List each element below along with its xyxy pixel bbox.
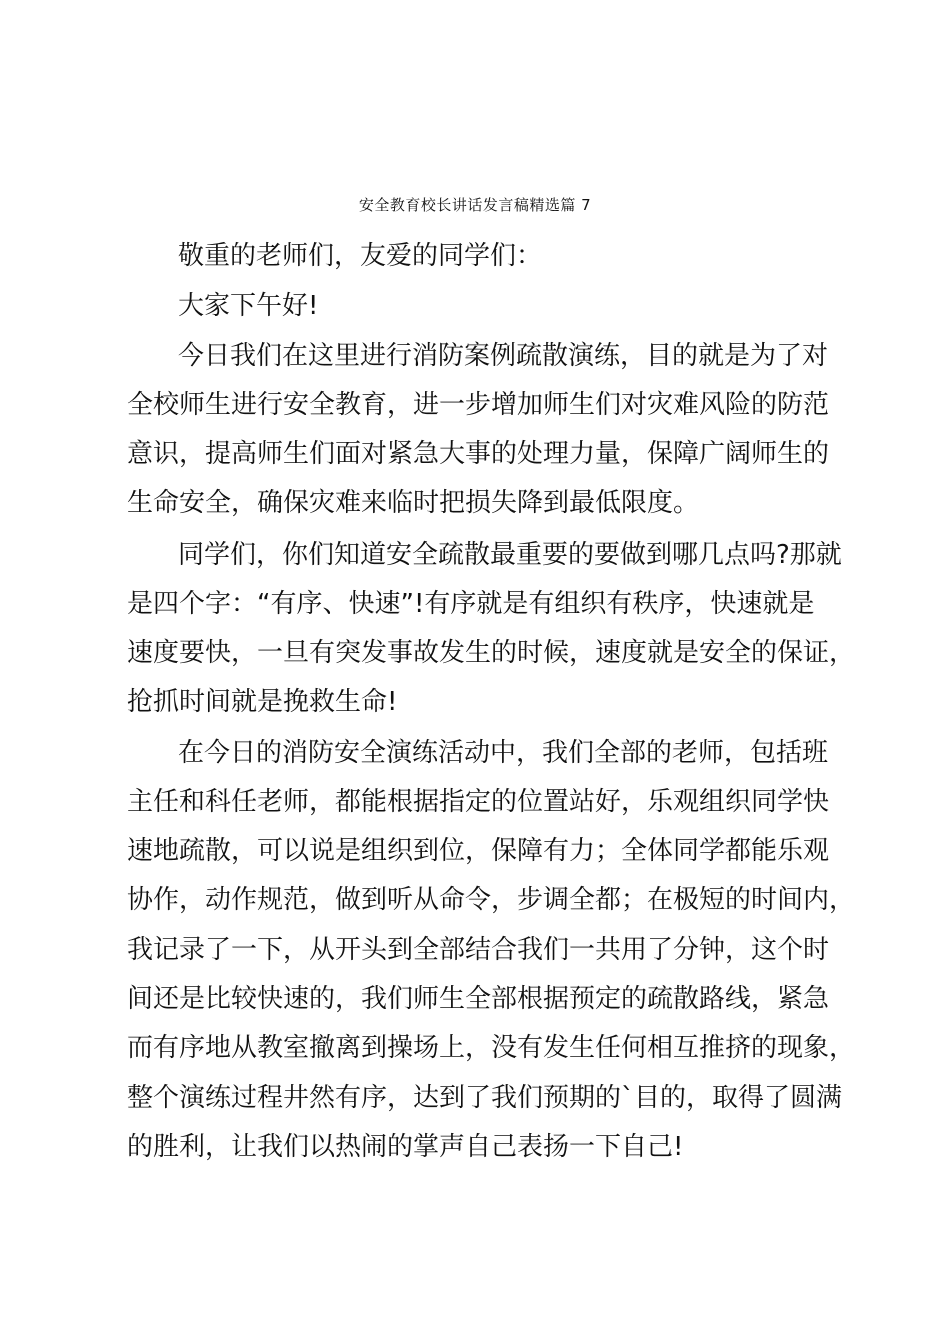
paragraph-line: 全校师生进行安全教育，进一步增加师生们对灾难风险的防范	[127, 390, 830, 420]
paragraph-line: 今日我们在这里进行消防案例疏散演练，目的就是为了对	[178, 341, 829, 371]
document-title: 安全教育校长讲话发言稿精选篇 7	[358, 196, 592, 214]
greeting-line: 大家下午好!	[178, 291, 319, 321]
paragraph-line: 是四个字：“有序、快速”!有序就是有组织有秩序，快速就是	[127, 589, 815, 619]
paragraph-line: 意识，提高师生们面对紧急大事的处理力量，保障广阔师生的	[127, 439, 830, 469]
paragraph-line: 协作，动作规范，做到听从命令，步调全都；在极短的时间内，	[127, 885, 856, 915]
paragraph-line: 主任和科任老师，都能根据指定的位置站好，乐观组织同学快	[127, 787, 830, 817]
paragraph-line: 速度要快，一旦有突发事故发生的时候，速度就是安全的保证，	[127, 638, 856, 668]
paragraph-line: 我记录了一下，从开头到全部结合我们一共用了分钟，这个时	[127, 935, 830, 965]
salutation-line: 敬重的老师们，友爱的同学们：	[178, 241, 543, 271]
paragraph-line: 速地疏散，可以说是组织到位，保障有力；全体同学都能乐观	[127, 836, 830, 866]
paragraph-line: 同学们，你们知道安全疏散最重要的要做到哪几点吗?那就	[178, 540, 842, 570]
paragraph-line: 生命安全，确保灾难来临时把损失降到最低限度。	[127, 488, 700, 518]
paragraph-line: 抢抓时间就是挽救生命!	[127, 687, 398, 717]
paragraph-line: 间还是比较快速的，我们师生全部根据预定的疏散路线，紧急	[127, 984, 830, 1014]
paragraph-line: 整个演练过程井然有序，达到了我们预期的`目的，取得了圆满	[127, 1083, 843, 1113]
paragraph-line: 的胜利，让我们以热闹的掌声自己表扬一下自己!	[127, 1132, 684, 1162]
paragraph-line: 而有序地从教室撤离到操场上，没有发生任何相互推挤的现象，	[127, 1033, 856, 1063]
paragraph-line: 在今日的消防安全演练活动中，我们全部的老师，包括班	[178, 738, 829, 768]
